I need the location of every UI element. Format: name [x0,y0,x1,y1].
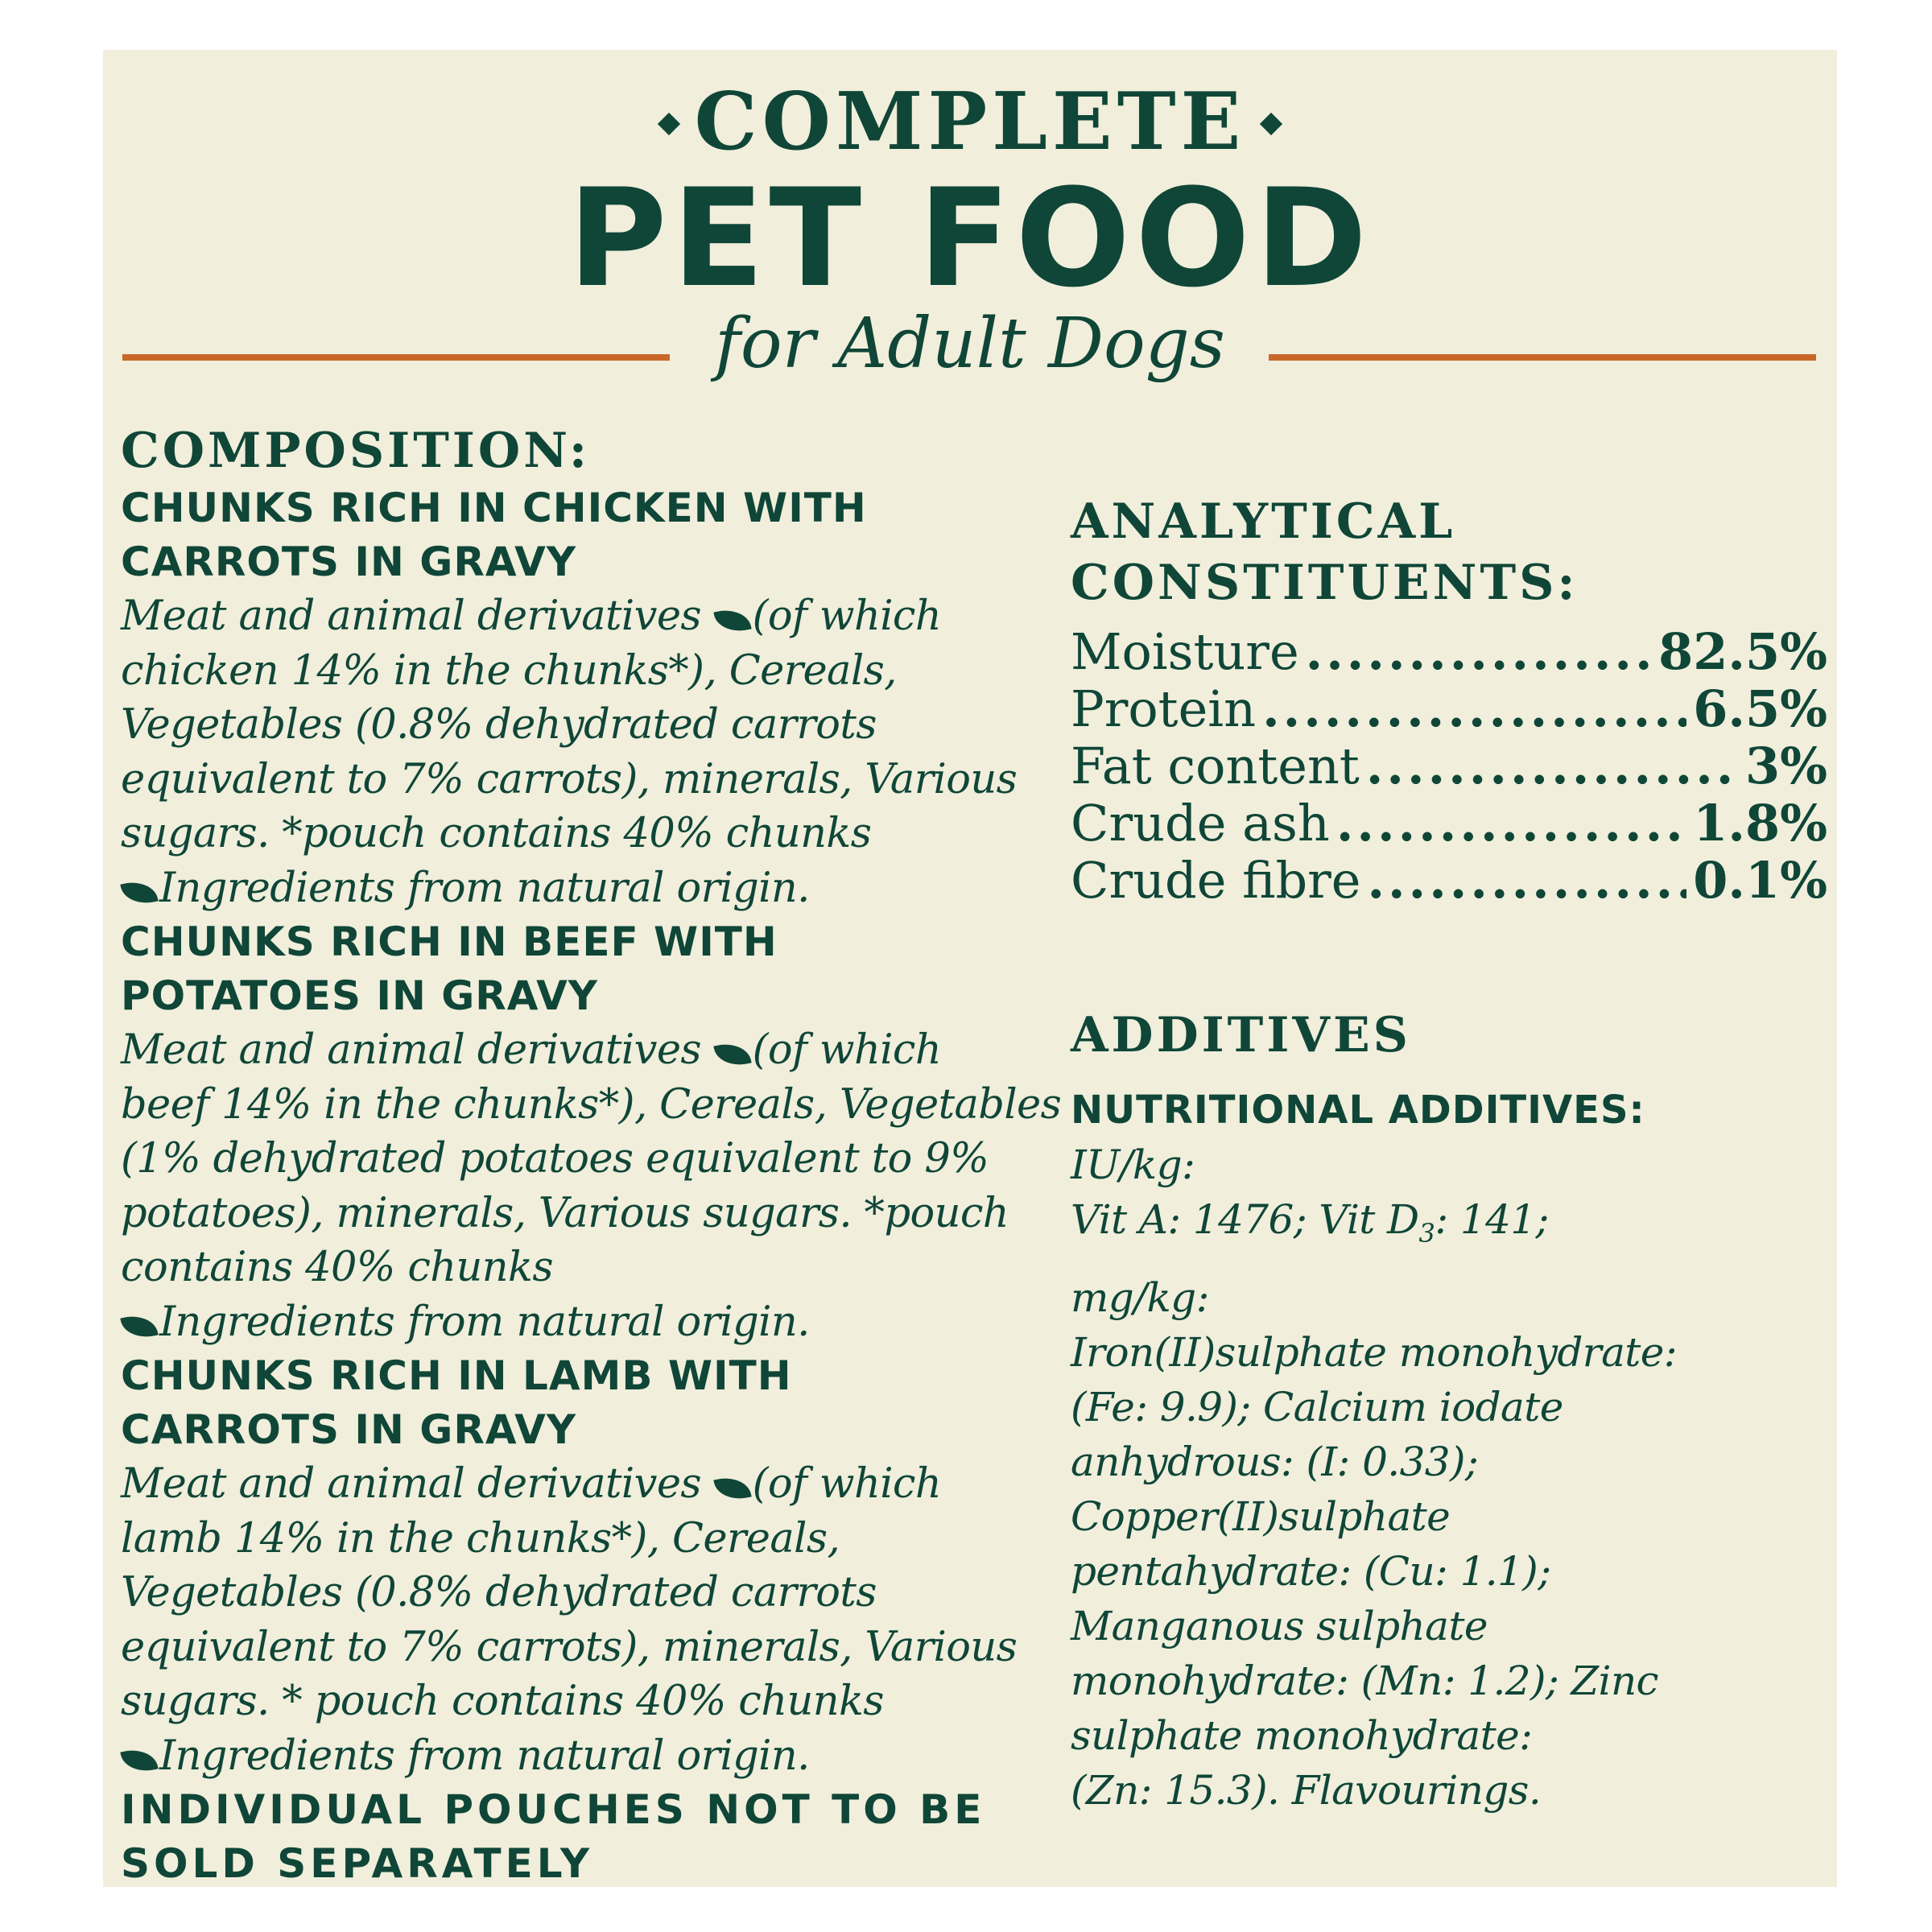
leaf-icon [120,1744,158,1775]
additive-line: pentahydrate: (Cu: 1.1); [1071,1548,1551,1595]
leaf-icon [713,1473,751,1504]
constituent-value: 6.5% [1693,679,1827,738]
composition-column [121,420,1071,1891]
diamond-icon [1260,112,1282,134]
analytical-heading: ANALYTICAL [1071,493,1456,550]
leader-dots [1306,623,1652,680]
section-title: CARROTS IN GRAVY [121,1406,577,1453]
additive-line: sulphate monohydrate: [1071,1712,1533,1759]
leader-dots [1366,737,1739,795]
ingredient-line: Vegetables (0.8% dehydrated carrots [121,1569,877,1616]
section-title: CHUNKS RICH IN BEEF WITH [121,919,778,965]
ingredient-line: chicken 14% in the chunks*), Cereals, [121,646,897,695]
constituent-name: Protein [1071,679,1257,738]
additive-line: Copper(II)sulphate [1071,1493,1451,1540]
constituent-value: 1.8% [1693,794,1827,852]
composition-section-chicken [121,481,1071,915]
leader-dots [1367,852,1686,909]
title-complete-text: COMPLETE [694,76,1246,168]
constituent-name: Fat content [1071,737,1360,795]
ingredient-line: Meat and animal derivatives (of which [121,1460,942,1508]
sale-notice: INDIVIDUAL POUCHES NOT TO BE [121,1786,986,1833]
analytical-heading: CONSTITUENTS: [1071,555,1579,611]
divider-right [1269,354,1816,361]
ingredient-line: (1% dehydrated potatoes equivalent to 9% [121,1135,989,1183]
constituent-row [1071,795,1827,852]
additive-line: anhydrous: (I: 0.33); [1071,1439,1479,1485]
label-panel [103,50,1837,1887]
ingredient-line: sugars. * pouch contains 40% chunks [121,1678,884,1725]
vitamins-line: Vit A: 1476; Vit $D_3$: 141; [1071,1196,1549,1249]
composition-heading: COMPOSITION: [121,423,591,479]
subtitle: for Adult Dogs [715,303,1225,384]
additive-line: monohydrate: (Mn: 1.2); Zinc [1071,1657,1658,1704]
ingredient-line: equivalent to 7% carrots), minerals, Various [121,1623,1018,1671]
leaf-icon [713,1039,751,1070]
constituent-row [1071,737,1827,795]
additives-list [1071,1137,1827,1818]
section-title: CARROTS IN GRAVY [121,539,577,585]
unit-label: IU/kg: [1071,1141,1195,1188]
sale-notice: SOLD SEPARATELY [121,1840,594,1887]
composition-section-lamb [121,1349,1071,1783]
leader-dots [1262,680,1686,737]
ingredient-line: potatoes), minerals, Various sugars. *pouch [121,1189,1009,1237]
ingredient-line: sugars. *pouch contains 40% chunks [121,810,872,857]
header [103,50,1837,428]
natural-origin-note: Ingredients from natural origin. [121,861,1071,916]
analytical-constituents [1071,491,1827,909]
additive-line: Manganous sulphate [1071,1603,1488,1649]
natural-origin-note: Ingredients from natural origin. [121,1729,1071,1784]
section-title: CHUNKS RICH IN LAMB WITH [121,1352,792,1399]
natural-origin-note: Ingredients from natural origin. [121,1295,1071,1350]
constituent-name: Moisture [1071,622,1299,681]
constituent-value: 82.5% [1658,622,1827,681]
composition-section-beef [121,915,1071,1349]
ingredient-line: beef 14% in the chunks*), Cereals, Vegetables [121,1080,1062,1129]
leader-dots [1336,795,1686,852]
unit-label: mg/kg: [1071,1274,1209,1321]
additives-section [1071,1005,1827,1818]
constituents-table [1071,623,1827,909]
title-pet-food: PET FOOD [568,159,1373,317]
additive-line: (Zn: 15.3). Flavourings. [1071,1767,1542,1814]
constituent-name: Crude ash [1071,794,1330,852]
nutritional-additives-heading: NUTRITIONAL ADDITIVES: [1071,1088,1645,1133]
diamond-icon [657,112,679,134]
constituent-value: 0.1% [1693,851,1827,910]
ingredient-line: Vegetables (0.8% dehydrated carrots [121,701,877,749]
leaf-icon [713,605,751,636]
ingredient-line: Meat and animal derivatives (of which [121,1026,942,1074]
ingredient-line: lamb 14% in the chunks*), Cereals, [121,1514,840,1563]
constituent-row [1071,680,1827,737]
additive-line: (Fe: 9.9); Calcium iodate [1071,1384,1563,1430]
additive-line: Iron(II)sulphate monohydrate: [1071,1329,1678,1376]
additives-heading: ADDITIVES [1071,1007,1412,1063]
title-complete [103,76,1837,168]
constituent-row [1071,852,1827,909]
constituent-name: Crude fibre [1071,851,1361,910]
ingredient-line: equivalent to 7% carrots), minerals, Various [121,755,1018,803]
constituent-row [1071,623,1827,680]
leaf-icon [120,877,158,907]
section-title: CHUNKS RICH IN CHICKEN WITH [121,485,867,531]
ingredient-line: Meat and animal derivatives (of which [121,592,942,640]
leaf-icon [120,1311,158,1341]
constituent-value: 3% [1744,737,1827,795]
ingredient-line: contains 40% chunks [121,1244,553,1291]
section-title: POTATOES IN GRAVY [121,972,598,1019]
